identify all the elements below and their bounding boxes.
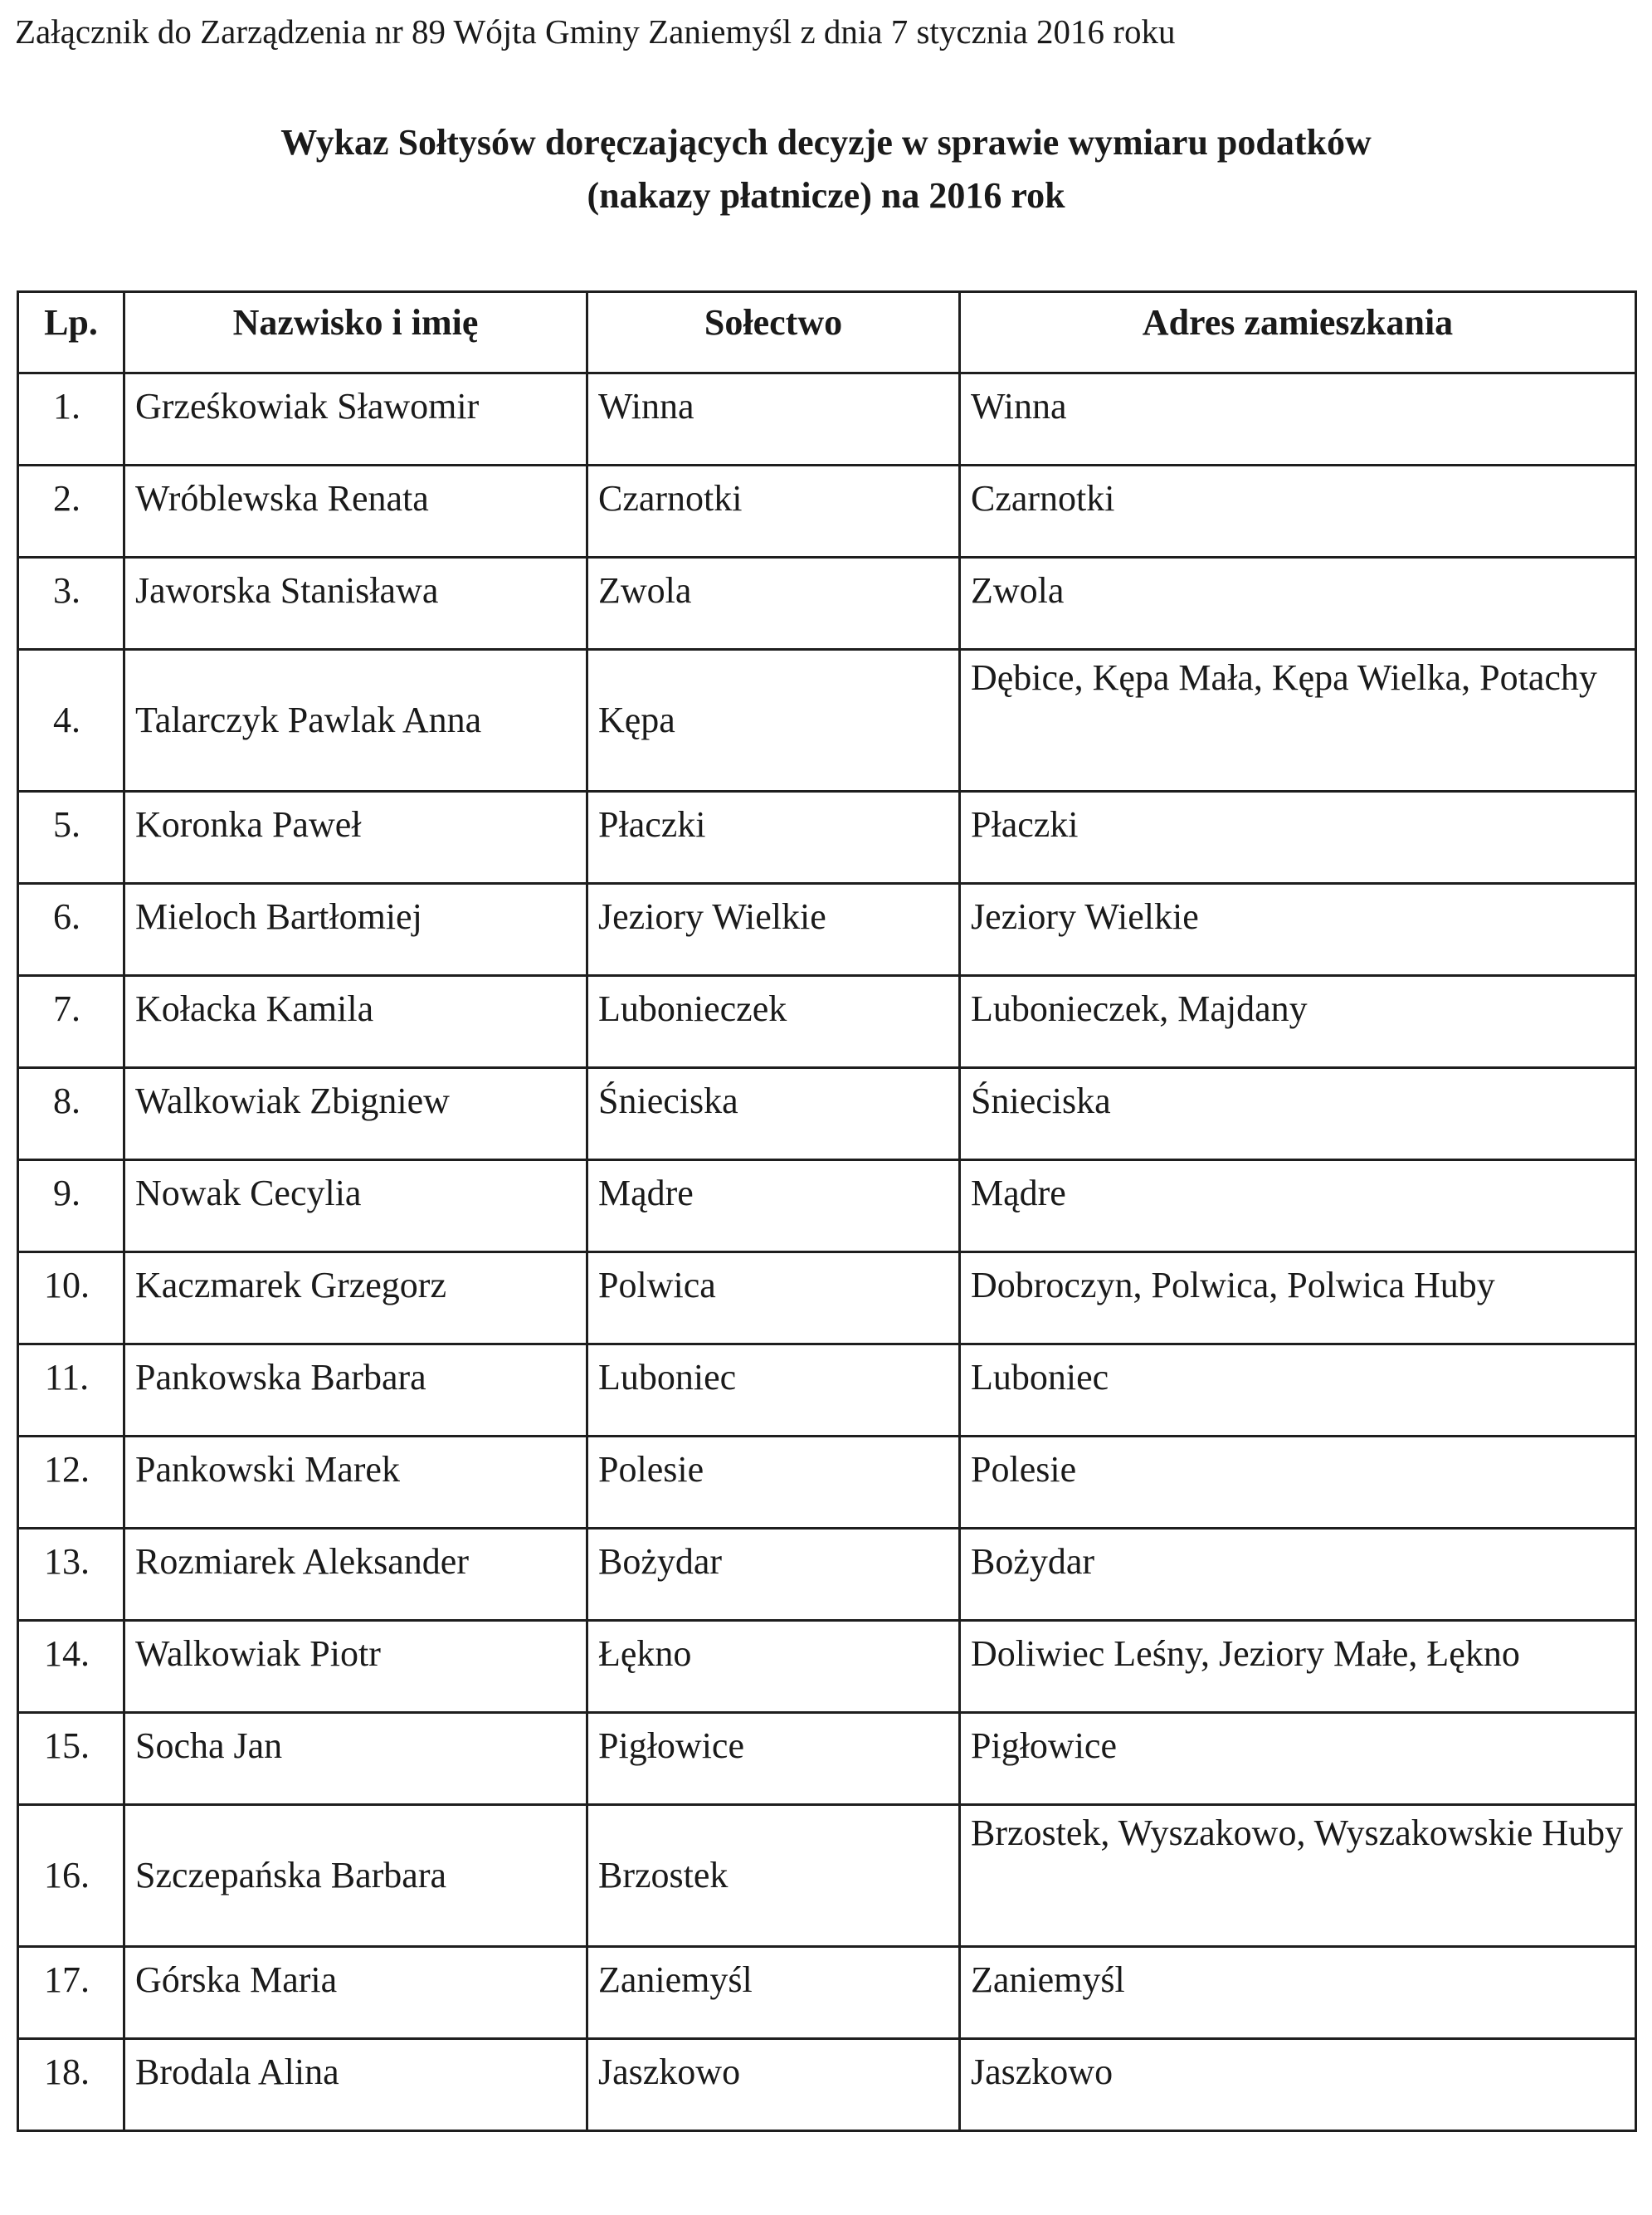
soltys-table (17, 290, 1637, 2132)
cell-lp: 13. (18, 1529, 124, 1621)
cell-name: Wróblewska Renata (124, 466, 587, 558)
cell-lp: 14. (18, 1621, 124, 1713)
cell-address: Lubonieczek, Majdany (960, 976, 1636, 1068)
cell-address: Dębice, Kępa Mała, Kępa Wielka, Potachy (960, 650, 1636, 792)
title-line-2: (nakazy płatnicze) na 2016 rok (587, 175, 1065, 216)
cell-name: Kołacka Kamila (124, 976, 587, 1068)
header-address: Adres zamieszkania (960, 292, 1636, 373)
cell-name: Socha Jan (124, 1713, 587, 1805)
table-row (18, 1805, 1636, 1947)
table-row (18, 1068, 1636, 1160)
cell-village: Jeziory Wielkie (587, 884, 960, 976)
cell-name: Grześkowiak Sławomir (124, 373, 587, 466)
table-header-row (18, 292, 1636, 373)
cell-lp: 6. (18, 884, 124, 976)
cell-lp: 7. (18, 976, 124, 1068)
cell-village: Pigłowice (587, 1713, 960, 1805)
table-row (18, 650, 1636, 792)
cell-address: Luboniec (960, 1344, 1636, 1437)
table-row (18, 976, 1636, 1068)
cell-name: Kaczmarek Grzegorz (124, 1252, 587, 1344)
cell-address: Bożydar (960, 1529, 1636, 1621)
cell-name: Talarczyk Pawlak Anna (124, 650, 587, 792)
cell-name: Nowak Cecylia (124, 1160, 587, 1252)
table-row (18, 2039, 1636, 2131)
cell-address: Dobroczyn, Polwica, Polwica Huby (960, 1252, 1636, 1344)
table-row (18, 792, 1636, 884)
cell-village: Polesie (587, 1437, 960, 1529)
table-row (18, 1160, 1636, 1252)
table-row (18, 373, 1636, 466)
cell-village: Bożydar (587, 1529, 960, 1621)
cell-address: Jaszkowo (960, 2039, 1636, 2131)
cell-address: Jeziory Wielkie (960, 884, 1636, 976)
cell-village: Polwica (587, 1252, 960, 1344)
cell-lp: 1. (18, 373, 124, 466)
header-name: Nazwisko i imię (124, 292, 587, 373)
cell-lp: 4. (18, 650, 124, 792)
cell-address: Zaniemyśl (960, 1947, 1636, 2039)
table-row (18, 884, 1636, 976)
cell-lp: 10. (18, 1252, 124, 1344)
cell-village: Mądre (587, 1160, 960, 1252)
cell-address: Winna (960, 373, 1636, 466)
cell-lp: 17. (18, 1947, 124, 2039)
table-row (18, 1344, 1636, 1437)
table-row (18, 1437, 1636, 1529)
cell-address: Płaczki (960, 792, 1636, 884)
cell-village: Czarnotki (587, 466, 960, 558)
cell-lp: 8. (18, 1068, 124, 1160)
cell-name: Pankowska Barbara (124, 1344, 587, 1437)
cell-village: Płaczki (587, 792, 960, 884)
cell-lp: 11. (18, 1344, 124, 1437)
cell-name: Szczepańska Barbara (124, 1805, 587, 1947)
cell-village: Zwola (587, 558, 960, 650)
cell-lp: 5. (18, 792, 124, 884)
cell-village: Łękno (587, 1621, 960, 1713)
table-row (18, 1713, 1636, 1805)
cell-address: Zwola (960, 558, 1636, 650)
cell-village: Zaniemyśl (587, 1947, 960, 2039)
table-row (18, 558, 1636, 650)
cell-name: Walkowiak Piotr (124, 1621, 587, 1713)
cell-lp: 2. (18, 466, 124, 558)
cell-address: Polesie (960, 1437, 1636, 1529)
cell-name: Rozmiarek Aleksander (124, 1529, 587, 1621)
cell-address: Doliwiec Leśny, Jeziory Małe, Łękno (960, 1621, 1636, 1713)
cell-village: Kępa (587, 650, 960, 792)
cell-address: Brzostek, Wyszakowo, Wyszakowskie Huby (960, 1805, 1636, 1947)
cell-village: Śnieciska (587, 1068, 960, 1160)
cell-village: Luboniec (587, 1344, 960, 1437)
attachment-note: Załącznik do Zarządzenia nr 89 Wójta Gminy Zaniemyśl z dnia 7 stycznia 2016 roku (15, 12, 1176, 51)
cell-lp: 18. (18, 2039, 124, 2131)
cell-lp: 3. (18, 558, 124, 650)
cell-village: Lubonieczek (587, 976, 960, 1068)
table-row (18, 1252, 1636, 1344)
cell-village: Jaszkowo (587, 2039, 960, 2131)
cell-address: Śnieciska (960, 1068, 1636, 1160)
cell-lp: 15. (18, 1713, 124, 1805)
cell-name: Walkowiak Zbigniew (124, 1068, 587, 1160)
table-row (18, 466, 1636, 558)
cell-lp: 9. (18, 1160, 124, 1252)
cell-address: Pigłowice (960, 1713, 1636, 1805)
cell-name: Mieloch Bartłomiej (124, 884, 587, 976)
cell-name: Jaworska Stanisława (124, 558, 587, 650)
table-row (18, 1621, 1636, 1713)
document-title (0, 116, 1652, 222)
cell-name: Brodala Alina (124, 2039, 587, 2131)
cell-lp: 16. (18, 1805, 124, 1947)
table-row (18, 1529, 1636, 1621)
cell-name: Koronka Paweł (124, 792, 587, 884)
cell-name: Pankowski Marek (124, 1437, 587, 1529)
cell-address: Mądre (960, 1160, 1636, 1252)
table-row (18, 1947, 1636, 2039)
title-line-1: Wykaz Sołtysów doręczających decyzje w sprawie wymiaru podatków (280, 122, 1372, 163)
cell-lp: 12. (18, 1437, 124, 1529)
cell-name: Górska Maria (124, 1947, 587, 2039)
cell-village: Winna (587, 373, 960, 466)
cell-address: Czarnotki (960, 466, 1636, 558)
header-lp: Lp. (18, 292, 124, 373)
header-village: Sołectwo (587, 292, 960, 373)
cell-village: Brzostek (587, 1805, 960, 1947)
